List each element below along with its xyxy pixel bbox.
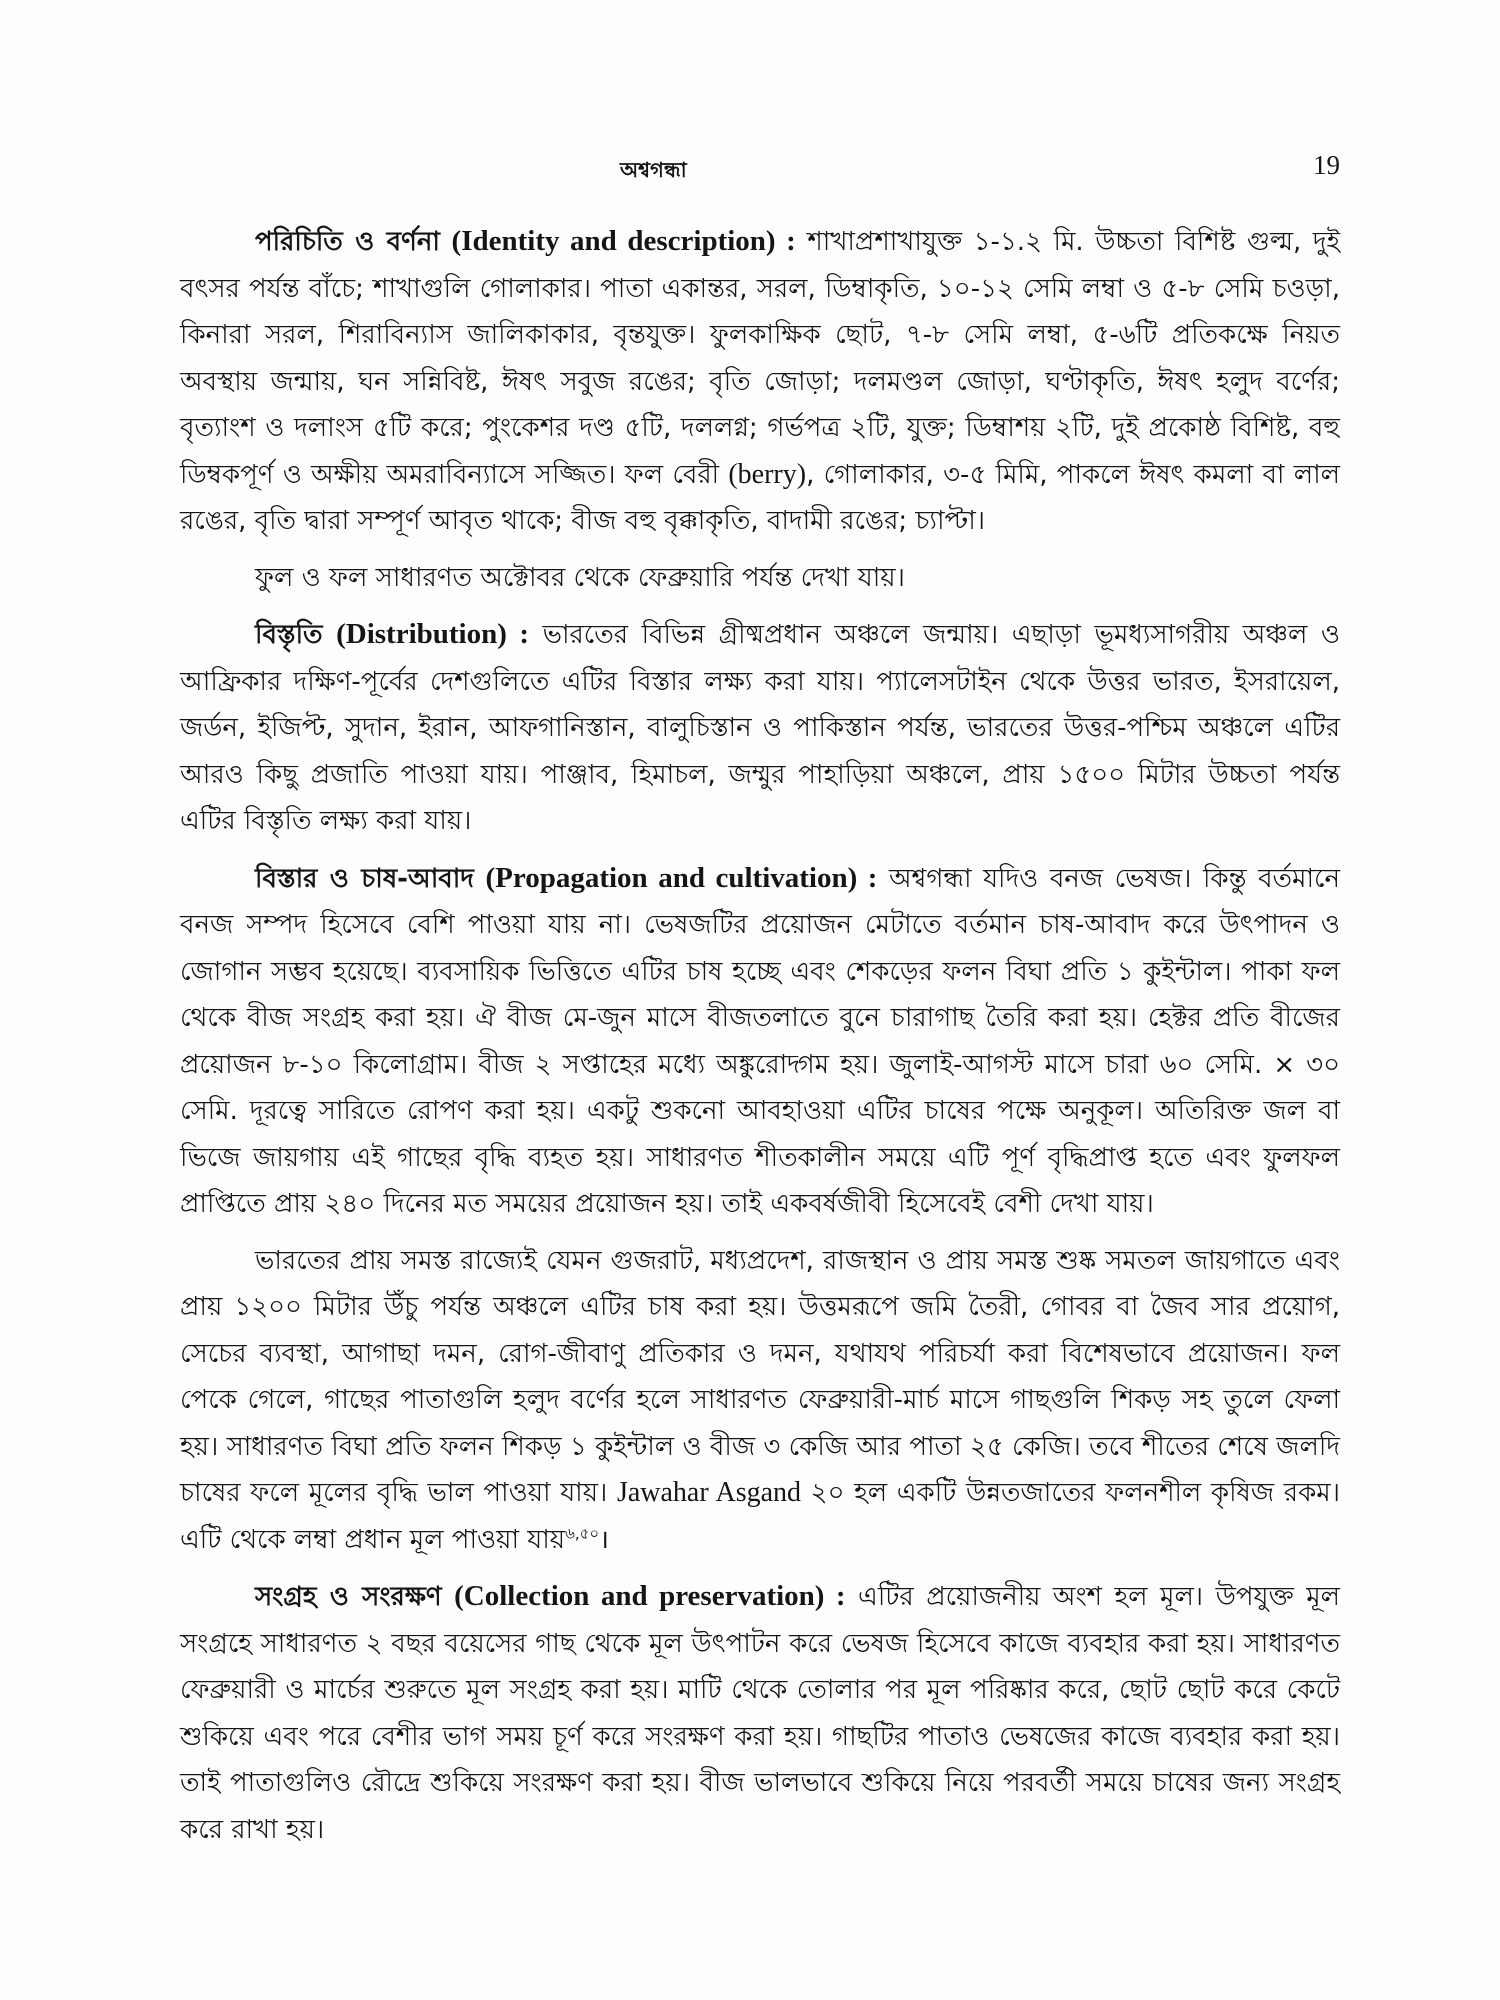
cultivation-text-c: । [599, 1524, 609, 1555]
page-number: 19 [1313, 150, 1340, 180]
identity-text-1: শাখাপ্রশাখাযুক্ত ১-১.২ মি. উচ্চতা বিশিষ্ট গুল্ম, দুই বৎসর পর্যন্ত বাঁচে; শাখাগুলি গোলাকার। পাতা একান্তর, সরল, ডিম্বাকৃতি, ১০-১২ সেমি লম্বা ও ৫-৮ সেমি চওড়া, কিনারা সরল, শিরাবিন্যাস জালিকাকার, বৃন্তযুক্ত। ফুলকাক্ষিক ছোট, ৭-৮ সেমি লম্বা, ৫-৬টি প্রতিকক্ষে নিয়ত অবস্থায় জন্মায়, ঘন সন্নিবিষ্ট, ঈষৎ সবুজ রঙের; বৃতি জোড়া; দলমণ্ডল জোড়া, ঘণ্টাকৃতি, ঈষৎ হলুদ বর্ণের; বৃত্যাংশ ও দলাংস ৫টি করে; পুংকেশর দণ্ড ৫টি, দললগ্ন; গর্ভপত্র ২টি, যুক্ত; ডিম্বাশয় ২টি, দুই প্রকোষ্ঠ বিশিষ্ট, বহু ডিম্বকপূর্ণ ও অক্ষীয় অমরাবিন্যাসে সজ্জিত। ফল বেরী [180, 227, 1341, 490]
collection-heading-en: (Collection and preservation) : [454, 1580, 846, 1612]
variety-name: Jawahar Asgand [616, 1477, 802, 1508]
running-title: অশ্বগন্ধা [620, 158, 687, 182]
body-text [180, 218, 1340, 1863]
distribution-heading-bn: বিস্তৃতি [255, 620, 323, 650]
cultivation-paragraph [180, 1238, 1340, 1564]
book-page [180, 0, 1340, 2000]
propagation-text: অশ্বগন্ধা যদিও বনজ ভেষজ। কিন্তু বর্তমানে বনজ সম্পদ হিসেবে বেশি পাওয়া যায় না। ভেষজটির প্রয়োজন মেটাতে বর্তমান চাষ-আবাদ করে উৎপাদন ও জোগান সম্ভব হয়েছে। ব্যবসায়িক ভিত্তিতে এটির চাষ হচ্ছে এবং শেকড়ের ফলন বিঘা প্রতি ১ কুইন্টাল। পাকা ফল থেকে বীজ সংগ্রহ করা হয়। ঐ বীজ মে-জুন মাসে বীজতলাতে বুনে চারাগাছ তৈরি করা হয়। হেক্টর প্রতি বীজের প্রয়োজন ৮-১০ কিলোগ্রাম। বীজ ২ সপ্তাহের মধ্যে অঙ্কুরোদ্গম হয়। জুলাই-আগস্ট মাসে চারা ৬০ সেমি. × ৩০ সেমি. দূরত্বে সারিতে রোপণ করা হয়। একটু শুকনো আবহাওয়া এটির চাষের পক্ষে অনুকূল। অতিরিক্ত জল বা ভিজে জায়গায় এই গাছের বৃদ্ধি ব্যহত হয়। সাধারণত শীতকালীন সময়ে এটি পূর্ণ বৃদ্ধিপ্রাপ্ত হতে এবং ফুলফল প্রাপ্তিতে প্রায় ২৪০ দিনের মত সময়ের প্রয়োজন হয়। তাই একবর্ষজীবী হিসেবেই বেশী দেখা যায়। [180, 863, 1340, 1219]
propagation-heading-en: (Propagation and cultivation) : [485, 861, 878, 894]
reference-superscript: ৬,৫০ [565, 1523, 600, 1542]
propagation-heading-bn: বিস্তার ও চাষ-আবাদ [255, 863, 474, 894]
identity-text-2: , গোলাকার, ৩-৫ মিমি, পাকলে ঈষৎ কমলা বা লাল রঙের, বৃতি দ্বারা সম্পূর্ণ আবৃত থাকে; বীজ বহু বৃক্কাকৃতি, বাদামী রঙের; চ্যাপ্টা। [180, 459, 1340, 536]
collection-text: এটির প্রয়োজনীয় অংশ হল মূল। উপযুক্ত মূল সংগ্রহে সাধারণত ২ বছর বয়েসের গাছ থেকে মূল উৎপাটন করে ভেষজ হিসেবে কাজে ব্যবহার করা হয়। সাধারণত ফেব্রুয়ারী ও মার্চের শুরুতে মূল সংগ্রহ করা হয়। মাটি থেকে তোলার পর মূল পরিষ্কার করে, ছোট ছোট করে কেটে শুকিয়ে এবং পরে বেশীর ভাগ সময় চূর্ণ করে সংরক্ষণ করা হয়। গাছটির পাতাও ভেষজের কাজে ব্যবহার করা হয়। তাই পাতাগুলিও রৌদ্রে শুকিয়ে সংরক্ষণ করা হয়। বীজ ভালভাবে শুকিয়ে নিয়ে পরবর্তী সময়ে চাষের জন্য সংগ্রহ করে রাখা হয়। [180, 1582, 1341, 1845]
collection-paragraph [180, 1573, 1340, 1853]
berry-term: (berry) [728, 458, 807, 490]
identity-paragraph [180, 218, 1340, 545]
cultivation-text-b: ২০ হল একটি উন্নতজাতের ফলনশীল কৃষিজ রকম। এটি থেকে লম্বা প্রধান মূল পাওয়া যায় [180, 1478, 1340, 1555]
distribution-text: ভারতের বিভিন্ন গ্রীষ্মপ্রধান অঞ্চলে জন্মায়। এছাড়া ভূমধ্যসাগরীয় অঞ্চল ও আফ্রিকার দক্ষিণ-পূর্বের দেশগুলিতে এটির বিস্তার লক্ষ্য করা যায়। প্যালেসটাইন থেকে উত্তর ভারত, ইসরায়েল, জর্ডন, ইজিপ্ট, সুদান, ইরান, আফগানিস্তান, বালুচিস্তান ও পাকিস্তান পর্যন্ত, ভারতের উত্তর-পশ্চিম অঞ্চলে এটির আরও কিছু প্রজাতি পাওয়া যায়। পাঞ্জাব, হিমাচল, জম্মুর পাহাড়িয়া অঞ্চলে, প্রায় ১৫০০ মিটার উচ্চতা পর্যন্ত এটির বিস্তৃতি লক্ষ্য করা যায়। [180, 620, 1340, 836]
cultivation-text-a: ভারতের প্রায় সমস্ত রাজ্যেই যেমন গুজরাট, মধ্যপ্রদেশ, রাজস্থান ও প্রায় সমস্ত শুষ্ক সমতল জায়গাতে এবং প্রায় ১২০০ মিটার উঁচু পর্যন্ত অঞ্চলে এটির চাষ করা হয়। উত্তমরূপে জমি তৈরী, গোবর বা জৈব সার প্রয়োগ, সেচের ব্যবস্থা, আগাছা দমন, রোগ-জীবাণু প্রতিকার ও দমন, যথাযথ পরিচর্যা করা বিশেষভাবে প্রয়োজন। ফল পেকে গেলে, গাছের পাতাগুলি হলুদ বর্ণের হলে সাধারণত ফেব্রুয়ারী-মার্চ মাসে গাছগুলি শিকড় সহ তুলে ফেলা হয়। সাধারণত বিঘা প্রতি ফলন শিকড় ১ কুইন্টাল ও বীজ ৩ কেজি আর পাতা ২৫ কেজি। তবে শীতের শেষে জলদি চাষের ফলে মূলের বৃদ্ধি ভাল পাওয়া যায়। [180, 1245, 1340, 1508]
flowering-paragraph: ফুল ও ফল সাধারণত অক্টোবর থেকে ফেব্রুয়ারি পর্যন্ত দেখা যায়। [255, 562, 905, 593]
identity-heading-en: (Identity and description) : [451, 225, 796, 257]
running-header [180, 150, 1340, 186]
collection-heading-bn: সংগ্রহ ও সংরক্ষণ [255, 1582, 442, 1612]
identity-heading-bn: পরিচিতি ও বর্ণনা [255, 227, 440, 257]
distribution-heading-en: (Distribution) : [336, 618, 530, 650]
propagation-paragraph [180, 855, 1340, 1228]
distribution-paragraph [180, 611, 1340, 845]
